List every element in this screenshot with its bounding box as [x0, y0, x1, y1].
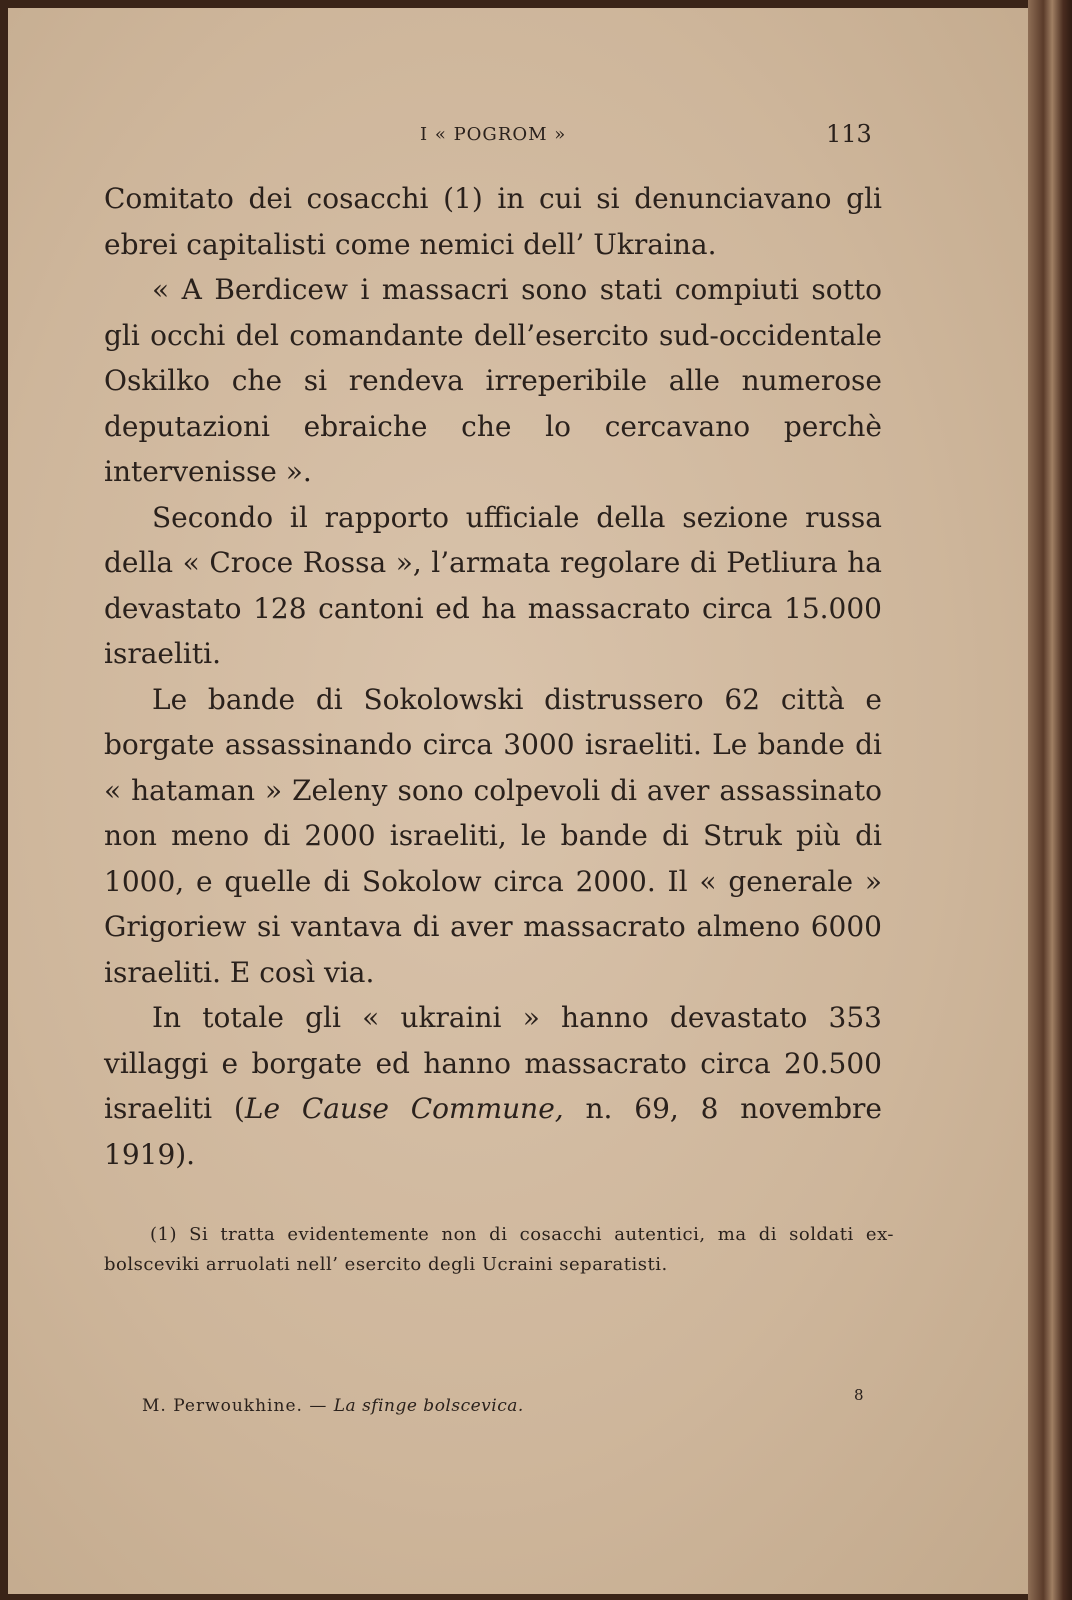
citation-title: Le Cause Commune, — [244, 1092, 564, 1125]
paragraph-5-tail: n. 69, 8 novembre 1919). — [104, 1092, 882, 1171]
page-header — [100, 112, 880, 152]
page-footer — [142, 1386, 882, 1426]
footer-book-title: La sfinge bolscevica. — [333, 1396, 524, 1416]
page-edges — [1028, 0, 1072, 1600]
sheet-number: 8 — [854, 1386, 865, 1404]
footer-author: M. Perwoukhine. — — [142, 1396, 328, 1416]
body-text — [104, 176, 882, 1177]
paragraph-1: Comitato dei cosacchi (1) in cui si denunciavano gli ebrei capitalisti come nemici dell’ Ukraina. — [104, 182, 882, 261]
footnote-text: (1) Si tratta evidentemente non di cosacchi autentici, ma di soldati ex-bolsceviki arruolati nell’ esercito degli Ucraini separatisti. — [104, 1224, 894, 1275]
footnote — [104, 1220, 894, 1280]
paragraph-5-text: In totale gli « ukraini » hanno devastato 353 villaggi e borgate ed hanno massacrato circa 20.500 israeliti ( — [104, 1001, 882, 1125]
paragraph-3: Secondo il rapporto ufficiale della sezione russa della « Croce Rossa », l’armata regolare di Petliura ha devastato 128 cantoni ed ha massacrato circa 15.000 israeliti. — [104, 500, 882, 670]
page-number: 113 — [826, 120, 872, 148]
running-title: I « POGROM » — [420, 124, 567, 145]
signature-line — [142, 1396, 524, 1416]
paragraph-4: Le bande di Sokolowski distrussero 62 città e borgate assassinando circa 3000 israeliti. Le bande di « hataman » Zeleny sono colpevoli di aver assassinato non meno di 2000 israeliti, le bande di Struk più di 1000, e quelle di Sokolow circa 2000. Il « generale » Grigoriew si vantava di aver massacrato almeno 6000 israeliti. E così via. — [104, 682, 882, 989]
paragraph-2: « A Berdicew i massacri sono stati compiuti sotto gli occhi del comandante dell’esercito sud-occidentale Oskilko che si rendeva irreperibile alle numerose deputazioni ebraiche che lo cercavano perchè intervenisse ». — [104, 273, 882, 488]
paragraph-5 — [104, 995, 882, 1177]
book-page — [8, 8, 1028, 1594]
